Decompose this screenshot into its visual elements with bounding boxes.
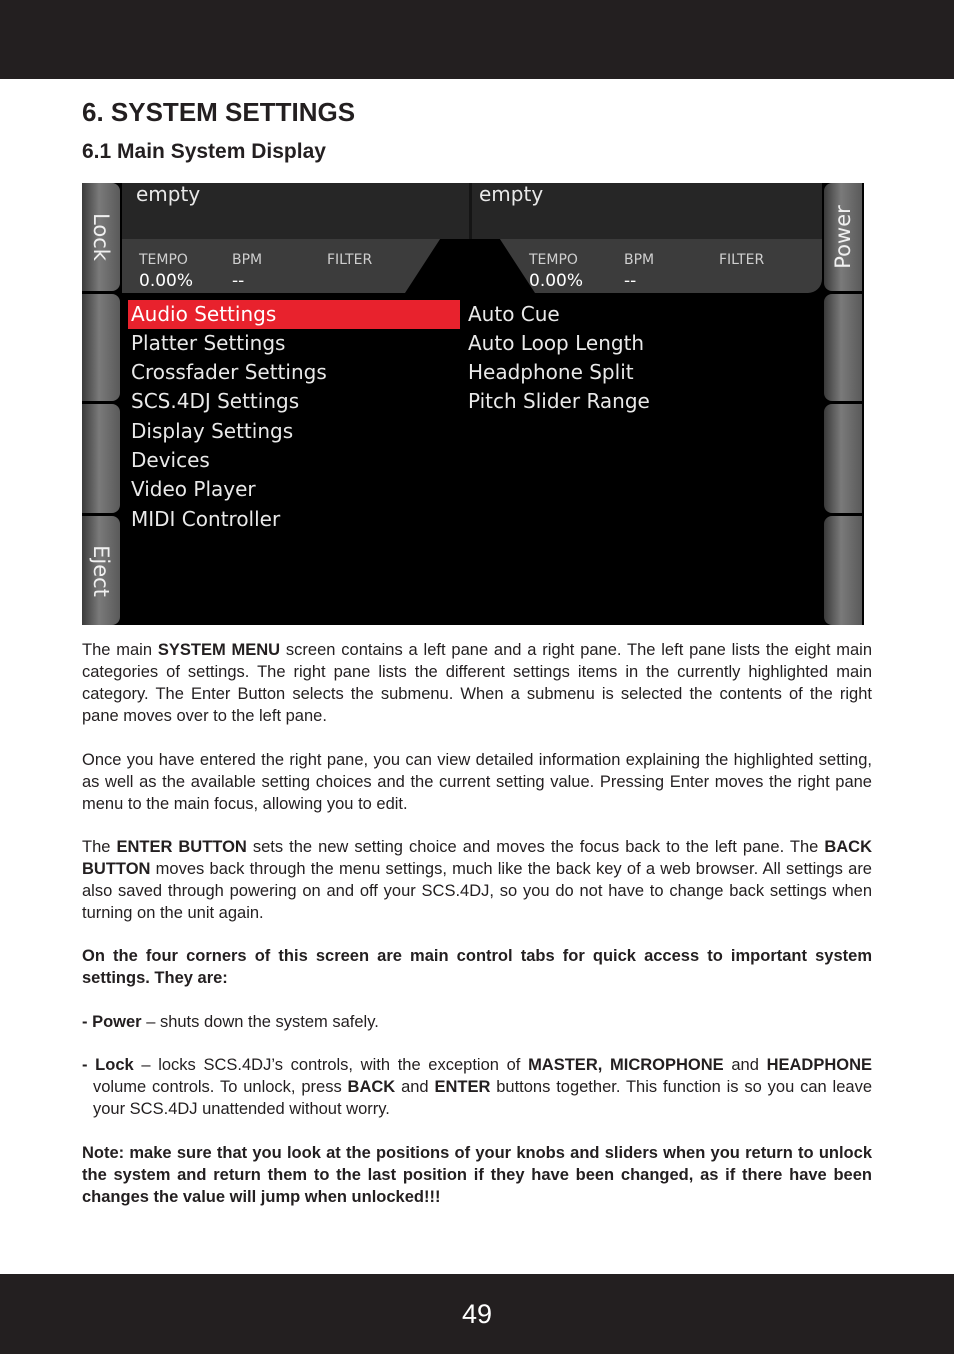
eject-tab[interactable]	[82, 516, 120, 625]
deck-left-tempo-value: 0.00%	[139, 271, 194, 291]
section-title: 6.1 Main System Display	[82, 140, 326, 163]
menu-item-midi-controller[interactable]: MIDI Controller	[131, 507, 281, 531]
menu-item-scs4dj-settings[interactable]: SCS.4DJ Settings	[131, 389, 300, 413]
submenu-item-auto-cue[interactable]: Auto Cue	[468, 302, 560, 326]
paragraph-system-menu: The main SYSTEM MENU screen contains a left pane and a right pane. The left pane lists the eight main categories of settings. The right pane lists the different settings items in the currently highlighted main category. The Enter Button selects the submenu. When a submenu is selected the contents of the right pane moves over to the left pane.	[82, 641, 873, 725]
paragraph-right-pane: Once you have entered the right pane, you can view detailed information explaining the highlighted setting, as well as the available setting choices and the current setting value. Pressing Enter moves the right pane menu to the main focus, allowing you to edit.	[82, 751, 872, 813]
deck-left-filter-label: FILTER	[327, 252, 373, 268]
list-item-lock: - Lock – locks SCS.4DJ’s controls, with the exception of MASTER, MICROPHONE and HEADPHONE volume controls. To unlock, press BACK and ENTER buttons together. This function is so you can leave your SCS.4DJ unattended without worry.	[82, 1056, 872, 1118]
deck-left-bpm-value: --	[232, 271, 245, 291]
menu-item-platter-settings[interactable]: Platter Settings	[131, 331, 286, 355]
deck-left-bpm-label: BPM	[232, 252, 263, 268]
deck-right-bpm-value: --	[624, 271, 637, 291]
page-title: 6. SYSTEM SETTINGS	[82, 97, 356, 127]
deck-right-bpm-label: BPM	[624, 252, 655, 268]
lock-tab-label: Lock	[89, 213, 114, 261]
left-tab-2[interactable]	[82, 294, 120, 401]
menu-item-video-player[interactable]: Video Player	[131, 477, 256, 501]
menu-item-display-settings[interactable]: Display Settings	[131, 419, 294, 443]
right-tab-4[interactable]	[824, 516, 862, 625]
paragraph-control-tabs: On the four corners of this screen are main control tabs for quick access to important system settings. They are:	[82, 947, 872, 987]
power-tab[interactable]	[824, 183, 862, 291]
menu-item-crossfader-settings[interactable]: Crossfader Settings	[131, 360, 327, 384]
list-item-power: - Power – shuts down the system safely.	[82, 1013, 379, 1031]
left-tab-3[interactable]	[82, 404, 120, 513]
submenu-item-pitch-slider-range[interactable]: Pitch Slider Range	[468, 389, 650, 413]
submenu-item-auto-loop-length[interactable]: Auto Loop Length	[468, 331, 645, 355]
power-tab-label: Power	[831, 205, 855, 269]
header-bar	[0, 0, 954, 79]
menu-item-audio-settings[interactable]: Audio Settings	[128, 300, 460, 329]
note-paragraph: Note: make sure that you look at the positions of your knobs and sliders when you return to unlock the system and return them to the last position if they have been changed, as if there have been changes the value will jump when unlocked!!!	[82, 1144, 872, 1206]
page-number: 49	[461, 1299, 493, 1329]
deck-right-title: empty	[479, 183, 544, 206]
deck-left-tempo-label: TEMPO	[139, 252, 188, 268]
paragraph-enter-back: The ENTER BUTTON sets the new setting choice and moves the focus back to the left pane. The BACK BUTTON moves back through the menu settings, much like the back key of a web browser. All settings are also saved through powering on and off your SCS.4DJ, so you do not have to change back settings when turning on the unit again.	[82, 838, 872, 922]
deck-left-title: empty	[136, 183, 201, 206]
deck-right-tempo-value: 0.00%	[529, 271, 584, 291]
right-tab-3[interactable]	[824, 404, 862, 513]
eject-tab-label: Eject	[89, 544, 113, 597]
lock-tab[interactable]	[82, 183, 120, 291]
submenu-item-headphone-split[interactable]: Headphone Split	[468, 360, 634, 384]
deck-right-filter-label: FILTER	[719, 252, 765, 268]
deck-divider	[469, 183, 472, 239]
menu-item-devices[interactable]: Devices	[131, 448, 210, 472]
deck-right-tempo-label: TEMPO	[529, 252, 578, 268]
right-tab-2[interactable]	[824, 294, 862, 401]
system-display-screenshot	[82, 183, 864, 625]
